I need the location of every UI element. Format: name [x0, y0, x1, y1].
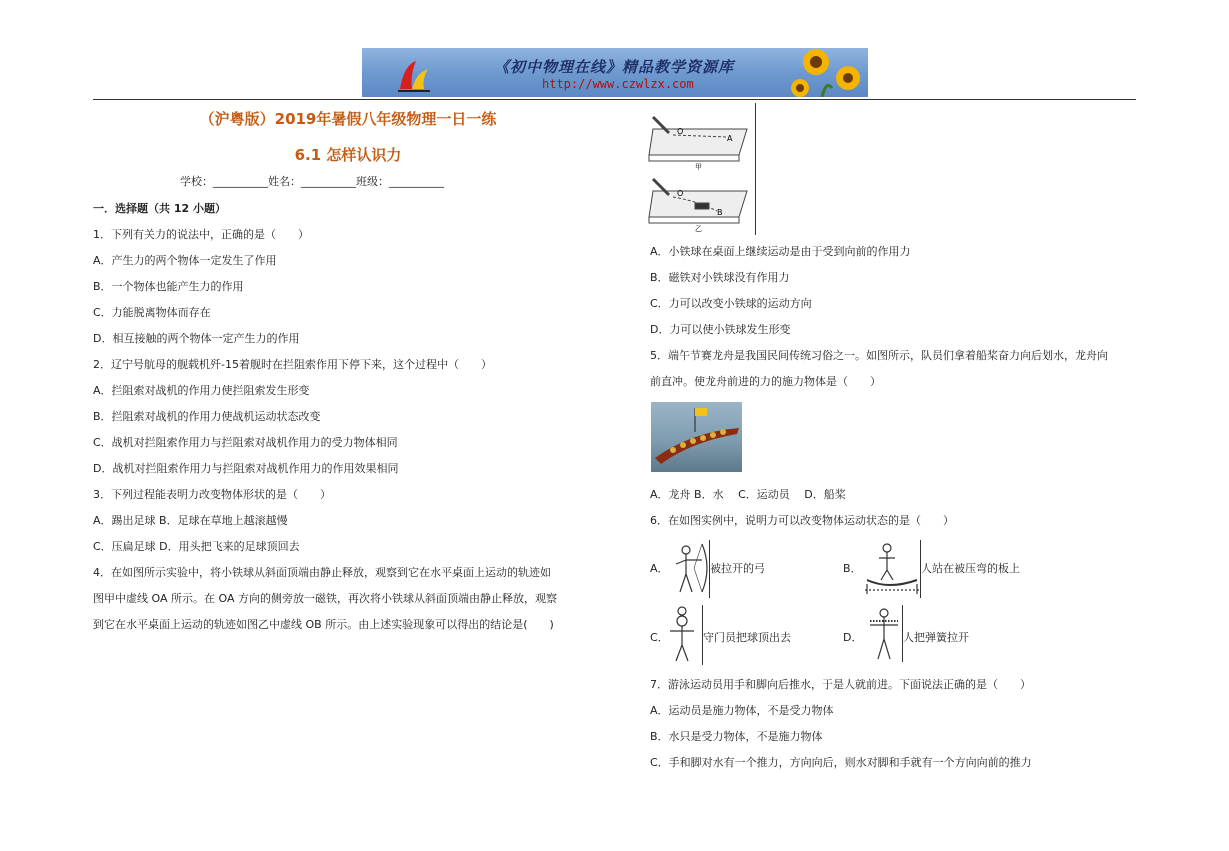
document-title: （沪粤版）2019年暑假八年级物理一日一练 [199, 110, 497, 128]
fig-b-point-o: O [677, 189, 684, 198]
question-5-line-2: 前直冲。使龙舟前进的力的施力物体是（ ） [650, 375, 881, 388]
question-3: 3．下列过程能表明力改变物体形状的是（ ） [93, 488, 331, 501]
q6-option-c-text: 守门员把球顶出去 [703, 631, 791, 644]
q2-option-b: B．拦阻索对战机的作用力使战机运动状态改变 [93, 410, 321, 423]
q6-option-b-text: 人站在被压弯的板上 [921, 562, 1020, 575]
banner-title: 《初中物理在线》精品教学资源库 [494, 58, 735, 76]
q4-option-a: A．小铁球在桌面上继续运动是由于受到向前的作用力 [650, 245, 911, 258]
section-heading: 一．选择题（共 12 小题） [93, 202, 226, 215]
question-5-line-1: 5．端午节赛龙舟是我国民间传统习俗之一。如图所示，队员们拿着船桨奋力向后划水，龙舟向 [650, 349, 1108, 362]
person-stretching-spring-icon [866, 605, 901, 662]
fig-a-point-a: A [727, 134, 733, 143]
dragon-boat-photo [651, 402, 742, 472]
q1-option-b: B．一个物体也能产生力的作用 [93, 280, 244, 293]
q7-option-b: B．水只是受力物体，不是施力物体 [650, 730, 823, 743]
question-7: 7．游泳运动员用手和脚向后推水，于是人就前进。下面说法正确的是（ ） [650, 678, 1031, 691]
q1-option-d: D．相互接触的两个物体一定产生力的作用 [93, 332, 300, 345]
fig-b-caption: 乙 [695, 225, 702, 233]
q6-option-d-letter: D． [843, 631, 863, 644]
magnet-experiment-figure [647, 103, 753, 235]
q2-option-a: A．拦阻索对战机的作用力使拦阻索发生形变 [93, 384, 310, 397]
q6-option-c-letter: C． [650, 631, 669, 644]
q6-option-a-letter: A． [650, 562, 669, 575]
person-on-bent-board-icon [865, 540, 919, 598]
q1-option-a: A．产生力的两个物体一定发生了作用 [93, 254, 277, 267]
document-title-block [93, 108, 603, 165]
q4-figure [647, 103, 756, 235]
sunflower-icon [782, 48, 868, 97]
q6-option-b-figure [865, 540, 921, 598]
fig-a-point-o: O [677, 127, 684, 136]
q4-option-b: B．磁铁对小铁球没有作用力 [650, 271, 790, 284]
question-6: 6．在如图实例中，说明力可以改变物体运动状态的是（ ） [650, 514, 954, 527]
q3-option-ab: A．踢出足球 B．足球在草地上越滚越慢 [93, 514, 288, 527]
fig-b-point-b: B [717, 208, 723, 217]
question-4-line-2: 图甲中虚线 OA 所示。在 OA 方向的侧旁放一磁铁，再次将小铁球从斜面顶端由静止释放，观察 [93, 592, 557, 605]
question-1: 1．下列有关力的说法中，正确的是（ ） [93, 228, 309, 241]
archer-bow-icon [668, 540, 708, 598]
q6-option-c-figure [664, 605, 703, 665]
q3-option-cd: C．压扁足球 D．用头把飞来的足球顶回去 [93, 540, 300, 553]
q2-option-d: D．战机对拦阻索作用力与拦阻索对战机作用力的作用效果相同 [93, 462, 399, 475]
header-banner [362, 48, 868, 97]
question-4-line-3: 到它在水平桌面上运动的轨迹如图乙中虚线 OB 所示。由上述实验现象可以得出的结论是( ) [93, 618, 554, 631]
q5-options: A．龙舟 B．水 C．运动员 D．船桨 [650, 488, 846, 501]
q6-option-a-text: 被拉开的弓 [710, 562, 765, 575]
dragon-boat-icon [651, 402, 742, 472]
q6-option-d-figure [866, 605, 903, 662]
q7-option-c: C．手和脚对水有一个推力，方向向后，则水对脚和手就有一个方向向前的推力 [650, 756, 1032, 769]
student-info-line: 学校：__________姓名：__________班级：__________ [180, 175, 444, 188]
fig-a-caption: 甲 [695, 163, 702, 171]
q6-option-b-letter: B． [843, 562, 862, 575]
header-rule [93, 99, 1136, 100]
q2-option-c: C．战机对拦阻索作用力与拦阻索对战机作用力的受力物体相同 [93, 436, 398, 449]
document-subtitle: 6.1 怎样认识力 [294, 146, 402, 164]
goalkeeper-heading-ball-icon [664, 605, 701, 665]
question-2: 2．辽宁号航母的舰载机歼-15着舰时在拦阻索作用下停下来，这个过程中（ ） [93, 358, 492, 371]
q6-option-a-figure [668, 540, 710, 598]
banner-url: http://www.czwlzx.com [542, 77, 694, 91]
q6-option-d-text: 人把弹簧拉开 [903, 631, 969, 644]
q4-option-d: D．力可以使小铁球发生形变 [650, 323, 791, 336]
question-4-line-1: 4．在如图所示实验中，将小铁球从斜面顶端由静止释放，观察到它在水平桌面上运动的轨迹如 [93, 566, 551, 579]
q4-option-c: C．力可以改变小铁球的运动方向 [650, 297, 812, 310]
q1-option-c: C．力能脱离物体而存在 [93, 306, 211, 319]
q7-option-a: A．运动员是施力物体，不是受力物体 [650, 704, 834, 717]
logo-icon [394, 55, 434, 93]
